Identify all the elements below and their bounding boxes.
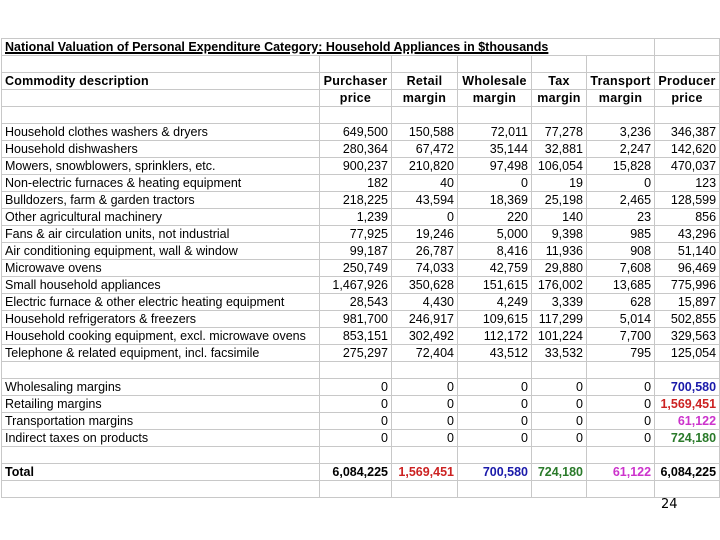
commodity-description: Mowers, snowblowers, sprinklers, etc. xyxy=(2,158,320,175)
table-row xyxy=(2,243,720,260)
commodity-description: Bulldozers, farm & garden tractors xyxy=(2,192,320,209)
commodity-description: Retailing margins xyxy=(2,396,320,413)
cell-purchaser: 275,297 xyxy=(320,345,392,362)
margin-row xyxy=(2,413,720,430)
spacer-row xyxy=(2,56,720,73)
cell-wholesale: 18,369 xyxy=(458,192,532,209)
cell-producer: 123 xyxy=(655,175,720,192)
header-row-2 xyxy=(2,90,720,107)
commodity-description: Transportation margins xyxy=(2,413,320,430)
cell-retail: 350,628 xyxy=(392,277,458,294)
header-row-1 xyxy=(2,73,720,90)
margin-row xyxy=(2,379,720,396)
cell-tax: 0 xyxy=(532,413,587,430)
cell-purchaser: 1,239 xyxy=(320,209,392,226)
cell-wholesale: 109,615 xyxy=(458,311,532,328)
table-row xyxy=(2,311,720,328)
column-header-producer: Producer xyxy=(655,73,720,90)
cell-transport: 628 xyxy=(587,294,655,311)
column-subheader-transport: margin xyxy=(587,90,655,107)
cell-purchaser: 182 xyxy=(320,175,392,192)
commodity-description: Wholesaling margins xyxy=(2,379,320,396)
cell-retail: 4,430 xyxy=(392,294,458,311)
cell-purchaser: 853,151 xyxy=(320,328,392,345)
cell-retail: 0 xyxy=(392,379,458,396)
commodity-description: Air conditioning equipment, wall & window xyxy=(2,243,320,260)
cell-tax: 117,299 xyxy=(532,311,587,328)
cell-transport: 908 xyxy=(587,243,655,260)
cell-wholesale: 0 xyxy=(458,175,532,192)
table-row xyxy=(2,141,720,158)
cell-wholesale: 0 xyxy=(458,396,532,413)
cell-purchaser: 28,543 xyxy=(320,294,392,311)
column-subheader-wholesale: margin xyxy=(458,90,532,107)
page-number: 24 xyxy=(661,497,678,512)
cell-producer: 1,569,451 xyxy=(655,396,720,413)
cell-purchaser: 280,364 xyxy=(320,141,392,158)
cell-retail: 0 xyxy=(392,430,458,447)
cell-transport: 0 xyxy=(587,379,655,396)
cell-tax: 0 xyxy=(532,396,587,413)
cell-transport: 7,700 xyxy=(587,328,655,345)
cell-retail: 0 xyxy=(392,396,458,413)
column-header-purchaser: Purchaser xyxy=(320,73,392,90)
column-header-wholesale: Wholesale xyxy=(458,73,532,90)
cell-purchaser: 250,749 xyxy=(320,260,392,277)
cell-tax: 32,881 xyxy=(532,141,587,158)
cell-transport: 0 xyxy=(587,396,655,413)
column-header-description: Commodity description xyxy=(2,73,320,90)
cell-wholesale: 42,759 xyxy=(458,260,532,277)
title-row xyxy=(2,39,720,56)
commodity-description: Household clothes washers & dryers xyxy=(2,124,320,141)
cell-producer: 700,580 xyxy=(655,379,720,396)
margin-row xyxy=(2,396,720,413)
cell-tax: 101,224 xyxy=(532,328,587,345)
cell-producer: 142,620 xyxy=(655,141,720,158)
cell-producer: 43,296 xyxy=(655,226,720,243)
cell-wholesale: 0 xyxy=(458,379,532,396)
cell-transport: 13,685 xyxy=(587,277,655,294)
cell-purchaser: 99,187 xyxy=(320,243,392,260)
cell-purchaser: 0 xyxy=(320,396,392,413)
cell-tax: 176,002 xyxy=(532,277,587,294)
cell-producer: 775,996 xyxy=(655,277,720,294)
cell-wholesale: 72,011 xyxy=(458,124,532,141)
column-subheader-retail: margin xyxy=(392,90,458,107)
cell-tax: 11,936 xyxy=(532,243,587,260)
cell-transport: 3,236 xyxy=(587,124,655,141)
commodity-description: Household refrigerators & freezers xyxy=(2,311,320,328)
cell-transport: 2,465 xyxy=(587,192,655,209)
cell-tax: 140 xyxy=(532,209,587,226)
cell-wholesale: 0 xyxy=(458,430,532,447)
cell-transport: 0 xyxy=(587,175,655,192)
table-row xyxy=(2,124,720,141)
commodity-description: Household cooking equipment, excl. microwave ovens xyxy=(2,328,320,345)
table-row xyxy=(2,209,720,226)
cell-wholesale: 220 xyxy=(458,209,532,226)
margin-row xyxy=(2,430,720,447)
cell-producer: 502,855 xyxy=(655,311,720,328)
cell-transport: 15,828 xyxy=(587,158,655,175)
cell-wholesale: 151,615 xyxy=(458,277,532,294)
cell-retail: 150,588 xyxy=(392,124,458,141)
table-row xyxy=(2,192,720,209)
commodity-description: Household dishwashers xyxy=(2,141,320,158)
commodity-description: Electric furnace & other electric heating equipment xyxy=(2,294,320,311)
cell-producer: 51,140 xyxy=(655,243,720,260)
table-row xyxy=(2,345,720,362)
spacer-row xyxy=(2,107,720,124)
cell-transport: 2,247 xyxy=(587,141,655,158)
cell-producer: 856 xyxy=(655,209,720,226)
cell-producer: 470,037 xyxy=(655,158,720,175)
table-row xyxy=(2,158,720,175)
cell-transport: 23 xyxy=(587,209,655,226)
cell-retail: 1,569,451 xyxy=(392,464,458,481)
cell-purchaser: 1,467,926 xyxy=(320,277,392,294)
valuation-table xyxy=(1,38,720,498)
cell-tax: 77,278 xyxy=(532,124,587,141)
commodity-description: Small household appliances xyxy=(2,277,320,294)
cell-retail: 40 xyxy=(392,175,458,192)
cell-producer: 724,180 xyxy=(655,430,720,447)
total-row xyxy=(2,464,720,481)
table-row xyxy=(2,175,720,192)
cell-producer: 6,084,225 xyxy=(655,464,720,481)
cell-tax: 724,180 xyxy=(532,464,587,481)
commodity-description: Indirect taxes on products xyxy=(2,430,320,447)
column-subheader-producer: price xyxy=(655,90,720,107)
cell-tax: 0 xyxy=(532,430,587,447)
cell-transport: 61,122 xyxy=(587,464,655,481)
commodity-description: Telephone & related equipment, incl. facsimile xyxy=(2,345,320,362)
cell-wholesale: 0 xyxy=(458,413,532,430)
cell-purchaser: 0 xyxy=(320,413,392,430)
cell-transport: 5,014 xyxy=(587,311,655,328)
cell-transport: 7,608 xyxy=(587,260,655,277)
cell-producer: 15,897 xyxy=(655,294,720,311)
cell-purchaser: 0 xyxy=(320,379,392,396)
cell-retail: 72,404 xyxy=(392,345,458,362)
cell-transport: 985 xyxy=(587,226,655,243)
commodity-description: Microwave ovens xyxy=(2,260,320,277)
cell-wholesale: 700,580 xyxy=(458,464,532,481)
cell-tax: 33,532 xyxy=(532,345,587,362)
column-header-transport: Transport xyxy=(587,73,655,90)
column-header-tax: Tax xyxy=(532,73,587,90)
commodity-description: Fans & air circulation units, not industrial xyxy=(2,226,320,243)
cell-tax: 3,339 xyxy=(532,294,587,311)
cell-producer: 128,599 xyxy=(655,192,720,209)
cell-wholesale: 112,172 xyxy=(458,328,532,345)
spacer-row xyxy=(2,362,720,379)
table-row xyxy=(2,294,720,311)
cell-purchaser: 649,500 xyxy=(320,124,392,141)
cell-tax: 106,054 xyxy=(532,158,587,175)
column-subheader-purchaser: price xyxy=(320,90,392,107)
cell-tax: 9,398 xyxy=(532,226,587,243)
cell-retail: 67,472 xyxy=(392,141,458,158)
cell-wholesale: 8,416 xyxy=(458,243,532,260)
cell-producer: 96,469 xyxy=(655,260,720,277)
cell-retail: 0 xyxy=(392,209,458,226)
cell-purchaser: 218,225 xyxy=(320,192,392,209)
cell-purchaser: 77,925 xyxy=(320,226,392,243)
spacer-row xyxy=(2,481,720,498)
cell-transport: 0 xyxy=(587,430,655,447)
table-title: National Valuation of Personal Expenditure Category: Household Appliances in $thousands xyxy=(2,39,655,56)
cell-producer: 346,387 xyxy=(655,124,720,141)
cell-tax: 25,198 xyxy=(532,192,587,209)
cell-retail: 43,594 xyxy=(392,192,458,209)
column-subheader-tax: margin xyxy=(532,90,587,107)
cell-transport: 0 xyxy=(587,413,655,430)
cell-retail: 302,492 xyxy=(392,328,458,345)
cell-tax: 29,880 xyxy=(532,260,587,277)
cell-producer: 61,122 xyxy=(655,413,720,430)
table-row xyxy=(2,328,720,345)
commodity-description: Non-electric furnaces & heating equipment xyxy=(2,175,320,192)
cell-wholesale: 4,249 xyxy=(458,294,532,311)
cell-retail: 26,787 xyxy=(392,243,458,260)
column-header-retail: Retail xyxy=(392,73,458,90)
cell-transport: 795 xyxy=(587,345,655,362)
cell-producer: 125,054 xyxy=(655,345,720,362)
table-row xyxy=(2,277,720,294)
cell-purchaser: 0 xyxy=(320,430,392,447)
commodity-description: Total xyxy=(2,464,320,481)
commodity-description: Other agricultural machinery xyxy=(2,209,320,226)
table-row xyxy=(2,260,720,277)
cell-retail: 210,820 xyxy=(392,158,458,175)
cell-retail: 19,246 xyxy=(392,226,458,243)
cell-wholesale: 97,498 xyxy=(458,158,532,175)
cell-tax: 0 xyxy=(532,379,587,396)
cell-purchaser: 981,700 xyxy=(320,311,392,328)
cell-wholesale: 5,000 xyxy=(458,226,532,243)
cell-retail: 74,033 xyxy=(392,260,458,277)
cell-wholesale: 43,512 xyxy=(458,345,532,362)
cell-retail: 0 xyxy=(392,413,458,430)
empty-cell xyxy=(655,39,720,56)
cell-tax: 19 xyxy=(532,175,587,192)
cell-purchaser: 6,084,225 xyxy=(320,464,392,481)
cell-wholesale: 35,144 xyxy=(458,141,532,158)
spacer-row xyxy=(2,447,720,464)
cell-retail: 246,917 xyxy=(392,311,458,328)
table-row xyxy=(2,226,720,243)
cell-producer: 329,563 xyxy=(655,328,720,345)
cell-purchaser: 900,237 xyxy=(320,158,392,175)
